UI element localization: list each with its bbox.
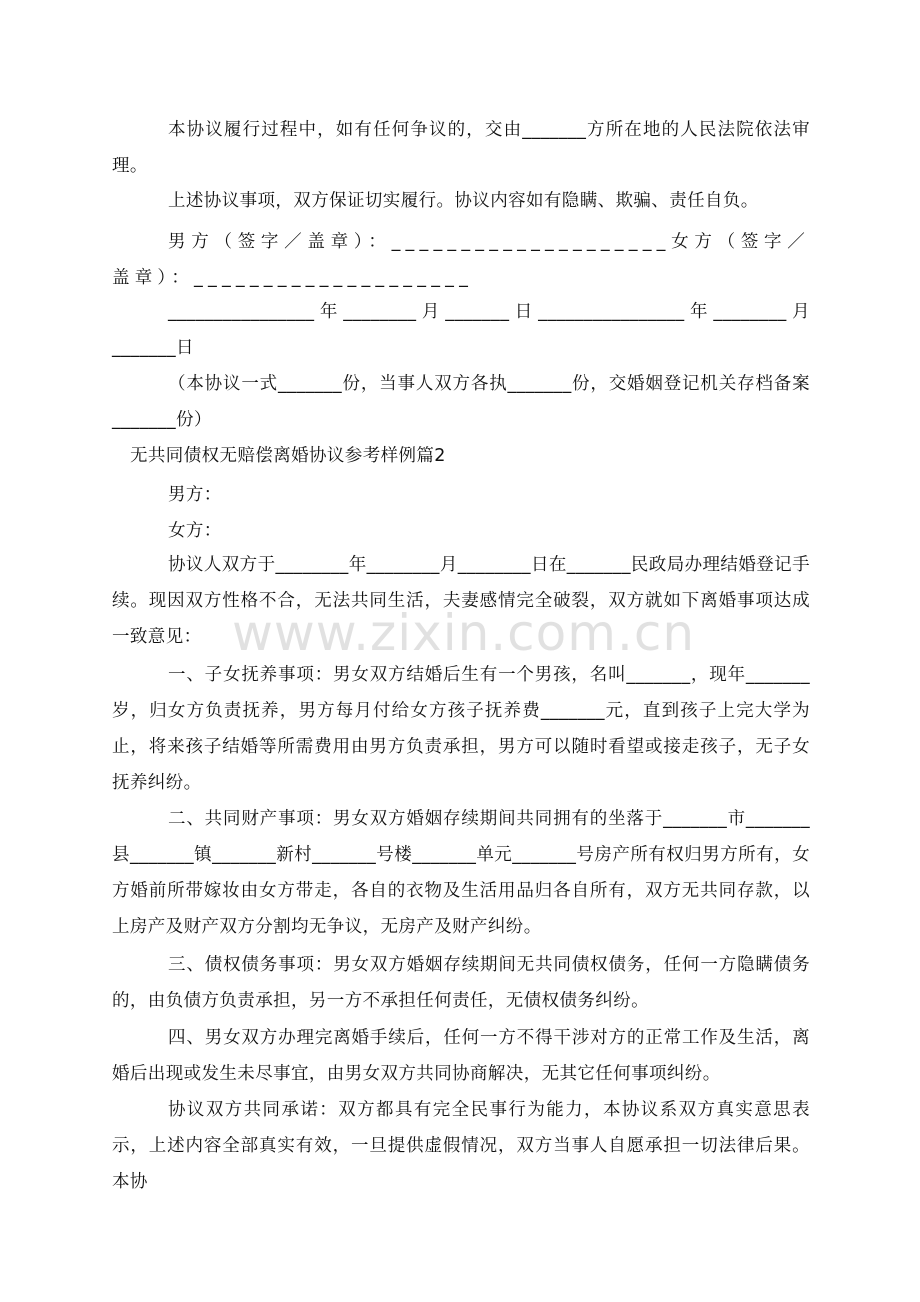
- intro-paragraph: 协议人双方于________年________月________日在_______民政局办理结婚登记手续。现因双方性格不合，无法共同生活，夫妻感情完全破裂，双方就如下离婚事项达成一致意见：: [112, 555, 810, 647]
- joint-property-clause: 二、共同财产事项：男女双方婚姻存续期间共同拥有的坐落于_______市_______县_______镇_______新村_______号楼_______单元_______号房产所有权归男方所有，女方婚前所带嫁妆由女方带走，各自的衣物及生活用品归各自所有，双方无共同存款，以上房产及财产双方分割均无争议，无房产及财产纠纷。: [112, 809, 810, 937]
- post-divorce-clause: 四、男女双方办理完离婚手续后，任何一方不得干涉对方的正常工作及生活，离婚后出现或发生未尽事宜，由男女双方共同协商解决，无其它任何事项纠纷。: [112, 1028, 810, 1084]
- section-heading: 无共同债权无赔偿离婚协议参考样例篇2: [130, 446, 446, 466]
- child-custody-clause: 一、子女抚养事项：男女双方结婚后生有一个男孩，名叫_______，现年_______岁，归女方负责抚养，男方每月付给女方孩子抚养费_______元，直到孩子上完大学为止，将来孩子结婚等所需费用由男方负责承担，男方可以随时看望或接走孩子，无子女抚养纠纷。: [112, 665, 810, 793]
- mutual-promise-paragraph: 协议双方共同承诺：双方都具有完全民事行为能力，本协议系双方真实意思表示，上述内容全部真实有效，一旦提供虚假情况，双方当事人自愿承担一切法律后果。本协: [112, 1100, 810, 1192]
- watermark-text: www.zixin.com.cn: [232, 604, 696, 662]
- male-party-label: 男方：: [168, 485, 222, 505]
- signature-lines: 男方（签字／盖章）：____________________女方（签字／盖章）：____________________: [112, 232, 810, 288]
- dispute-clause-paragraph: 本协议履行过程中，如有任何争议的，交由_______方所在地的人民法院依法审理。: [112, 120, 810, 176]
- copies-note: （本协议一式_______份，当事人双方各执_______份，交婚姻登记机关存档备案_______份）: [112, 374, 810, 430]
- date-lines: ________________年________月_______日________________年________月_______日: [112, 302, 810, 358]
- commitment-paragraph: 上述协议事项，双方保证切实履行。协议内容如有隐瞒、欺骗、责任自负。: [168, 191, 759, 211]
- female-party-label: 女方：: [168, 521, 222, 541]
- debt-clause: 三、债权债务事项：男女双方婚姻存续期间无共同债权债务，任何一方隐瞒债务的，由负债方负责承担，另一方不承担任何责任，无债权债务纠纷。: [112, 955, 810, 1011]
